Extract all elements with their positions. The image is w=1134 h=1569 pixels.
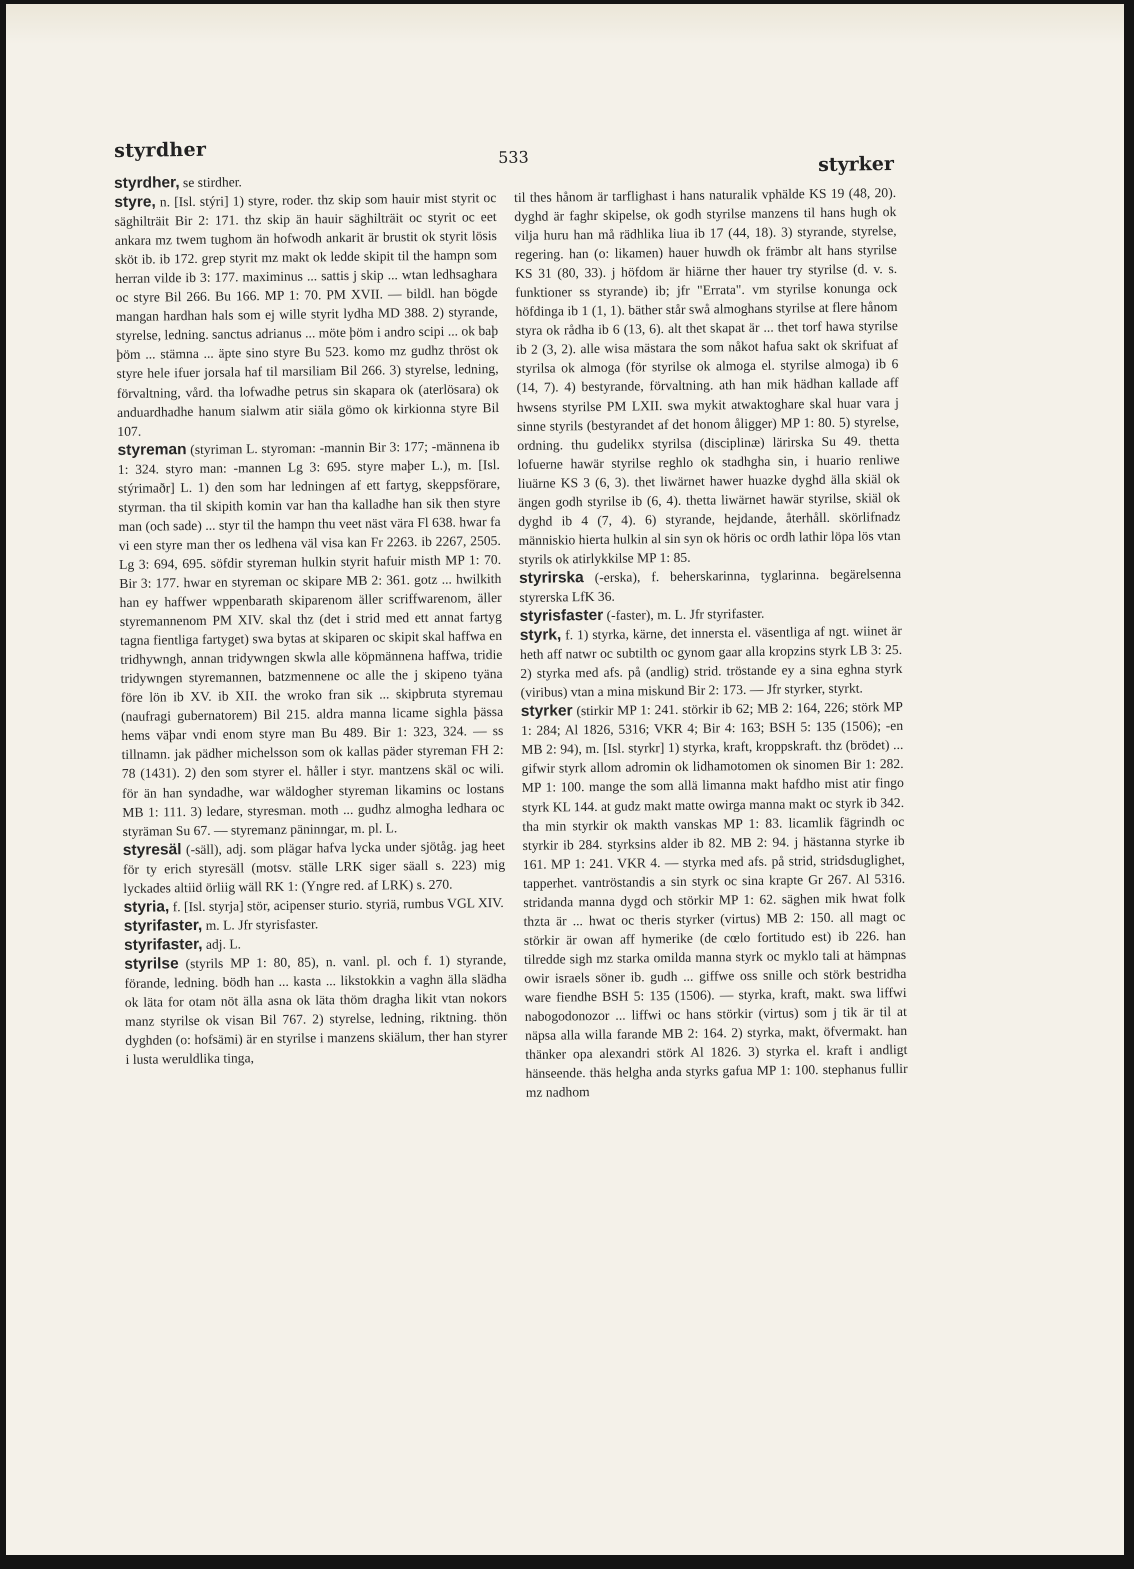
entry-text: (stirkir MP 1: 241. störkir ib 62; MB 2: 164, 226; störk MP 1: 284; Al 1826, 5316; VKR 4; Bir 4: 163; BSH 5: 135 (1506); -en MB 2: 94), m. [Isl. styrkr] 1) styrka, kraft, kroppskraft. thz (brödet) ... gifwir styrk allom adromin ok lidhamotomen ok sinomen Bir 1: 282. MP 1: 100. mange the som allä limanna makt hafdho mist atir fingo styrk KL 144. at gudz makt matte owirga manna makt oc styrk ib 342. tha min styrkir ok makth vanskas MP 1: 83. licamlik fägrindh oc styrkir ib 284. styrksins alder ib 82. MB 2: 94. j hästanna styrke ib 161. MP 1: 241. VKR 4. — styrka med afs. på strid, stridsduglighet, tapperhet. vantröstandis a sin styrk oc sina krapte Gr 267. Al 5316. stridanda manna dygd och störkir MP 1: 62. säghen mik hwat folk thzta är ... hwat oc theris styrker (virtus) MB 2: 150. all magt oc störkir är owan aff hymerike (de cœlo fortitudo est) ib 226. han tilredde sigh mz starka omilda manna styrk oc myklo tali at hämpnas owir israels söner ib. gudh ... giffwe oss snille och störk bestridha ware fiendhe BSH 5: 135 (1506). — styrka, kraft, makt. swa liffwi nabogodonozor ... liffwi oc hans störkir (virtus) som j tik är til at näpsa alla willa farande MB 2: 164. 2) styrka, makt, öfvermakt. han thänker opa alexandri störk Al 1826. 3) styrka el. kraft i andligt hänseende. thäs helgha anda styrks gafua MP 1: 100. stephanus fullir mz nadhom bbox=[521, 699, 908, 1101]
entry-text: n. [Isl. stýri] 1) styre, roder. thz skip som hauir mist styrit oc säghilträit Bir 2: 171. thz skip än hauir säghilträit oc styrit oc eet ankara mz twem tughom än hofwodh ankarit är brustit ok styrit lösis sköt ib. ib 172. grep styrit mz makt ok ledde skipit til the hampn som herran vilde ib 3: 177. maximinus ... sattis j skip ... wtan ledhsaghara oc styre Bil 266. Bu 166. MP 1: 70. PM XVII. — bildl. han bögde mangan hardhan hals som ej wille styrit lydha MD 388. 2) styrande, styrelse, ledning. sanctus adrianus ... möte þöm i andro scipi ... ok baþ þöm ... stämna ... äpte sino styre Bu 523. komo mz gudhz thröst ok styre hele ifuer jorsala haf til marsiliam Bil 266. 3) styrelse, ledning, förvaltning, vård. tha lofwadhe petrus sin skapara ok (aterlösara) ok anduardhadhe hanum sialwm atir siäla gömo ok kirkionna styre Bil 107. bbox=[114, 190, 500, 439]
entry-headword: styresäl bbox=[122, 840, 182, 859]
dictionary-entry bbox=[519, 564, 901, 607]
entry-headword: styrdher, bbox=[114, 174, 180, 192]
entry-text: f. [Isl. styrja] stör, acipenser sturio. styriä, rumbus VGL XIV. bbox=[169, 894, 504, 915]
entry-headword: styrker bbox=[520, 702, 573, 721]
running-head-right: styrker bbox=[818, 152, 895, 176]
dictionary-entry bbox=[514, 183, 901, 569]
entry-headword: styre, bbox=[114, 193, 156, 212]
entry-headword: styrifaster, bbox=[123, 935, 203, 954]
entry-headword: styreman bbox=[117, 440, 187, 459]
dictionary-entry bbox=[123, 836, 506, 898]
dictionary-entry bbox=[124, 950, 507, 1069]
entry-headword: styrk, bbox=[519, 626, 562, 645]
entry-headword: styrilse bbox=[124, 955, 179, 973]
right-column bbox=[514, 183, 908, 1102]
entry-text: se stirdher. bbox=[179, 174, 242, 191]
dictionary-entry bbox=[520, 621, 903, 702]
page-number: 533 bbox=[498, 147, 529, 167]
entry-text: m. L. Jfr styrisfaster. bbox=[202, 916, 319, 933]
left-column bbox=[114, 169, 508, 1069]
entry-headword: styrirska bbox=[518, 569, 584, 587]
dictionary-entry bbox=[114, 188, 499, 441]
entry-headword: styrifaster, bbox=[123, 916, 203, 935]
entry-text: til thes hånom är tarflighast i hans naturalik vphälde KS 19 (48, 20). dyghd är faghr skipelse, ok godh styrilse manzens til hans hugh ok vilja huru han må rädhlika liua ib 17 (44, 18). 3) styrande, styrelse, regering. han (o: likamen) hauer huwdh ok främbr alt hans styrilse KS 31 (80, 33). j höfdom är hiärne ther hauer try styrilse (d. v. s. funktioner ss styrande) ib; jfr "Errata". vm styrilse konunga ock höfdinga ib 1 (1, 1). bäther står swå almoghans styrilse at flere hånom styra ok rådha ib 6 (13, 6). alt thet skapat är ... thet torf hawa styrilse ib 2 (3, 2). alle wisa mästara the som nåkot hafua sakt ok skrifuat af styrilsa ok almoga (för styrilse ok almoga el. styrilse almoga) ib 6 (14, 7). 4) bestyrande, förvaltning. ath han mik hädhan kallade aff hwsens styrilse PM LXII. swa mykit atwaktoghare skal huar vara j sinne styrils (bestyrandet af det honom åligger) MP 1: 80. 5) styrelse, ordning. thu gudelikx styrilsa (disciplinæ) lärirska Su 49. thetta lofuerne hawär styrilse reghlo ok stadhgha sin, i huario renliwe liuärne KS 3 (6, 3). thet liwärnet hawer huazke dyghd älla skiäl ok ängen godh styrilse ib (6, 4). thetta liwärnet hawär styrilse, skiäl ok dyghd ib 4 (7, 4). 6) styrande, hejdande, återhåll. skörlifnadz människio hierta hulkin al sin syn ok höris oc ordh lathir löpa lös vtan styrils ok atirlykkilse MP 1: 85. bbox=[514, 184, 901, 567]
entry-text: f. 1) styrka, kärne, det innersta el. väsentliga af ngt. wiinet är heth aff natwr oc subtilth oc gynom gaar alla kropzins styrk LB 3: 25. 2) styrka med afs. på (andlig) strid. tröstande ey a sina eghna styrk (viribus) vtan a mina miskund Bir 2: 173. — Jfr styrker, styrkt. bbox=[520, 623, 903, 701]
entry-text: (styriman L. styroman: -mannin Bir 3: 177; -männena ib 1: 324. styro man: -mannen Lg 3: 695. styre maþer L.), m. [Isl. stýrimaðr] L. 1) den som har ledningen af ett fartyg, skeppsförare, styrman. tha til skipith komin var han tha kalladhe han sik then styre man (och sade) ... styr til the hampn thu veet näst vära Fl 638. hwar fa vi een styre man ther os ledhena väl visa kan Fr 2263. ib 2267, 2505. Lg 3: 694, 695. söfdir styreman hulkin styrit hafuir misth MP 1: 70. Bir 3: 177. hwar en styreman oc skipare MB 2: 361. gotz ... hwilkith han ey haffwer wppenbarath skiparenom äller scriffwarenom, äller styremannenom PM XIV. skal thz (det i strid med ett annat fartyg tagna fientliga fartyget) swa bytas at skiparen oc skipit skal haffwa en tridhywngh, annan tridywngen skwla alle köpmännena haffwa, tridie tridywngen styremannen, batzmennene oc alle the j skipeno tyäna före lön ib XV. ib XII. the wroko fran sik ... skipbruta styremau (naufragi gubernatorem) Bil 215. aldra manna licame sighla þässa hems väþar vndi enom styre man Bu 489. Bir 1: 323, 324. — ss tillnamn. jak pädher michelsson som ok kallas päder styreman FH 2: 78 (1431). 2) den som styrer el. håller i styr. mantzens skäl oc wili. för än han syndadhe, war wäldogher styreman likamins oc lostans MB 1: 111. 3) ledare, styresman. moth ... gudhz almogha ledhara oc styräman Su 67. — styremanz päninngar, m. pl. L. bbox=[117, 437, 505, 839]
dictionary-entry bbox=[117, 436, 504, 841]
entry-text: (styrils MP 1: 80, 85), n. vanl. pl. och f. 1) styrande, förande, ledning. bödh han ... kasta ... likstokkin a vaghn älla slädha ok läta for otam nöt älla asna ok läta thöm dragha likit vtan nokors manz styrilse ok visan Bil 767. 2) styrelse, ledning, riktning. thön dyghden (o: hofsämi) är en styrilse i manzens skiälum, ther han styrer i lusta weruldlika tinga, bbox=[124, 951, 508, 1068]
entry-text: adj. L. bbox=[202, 936, 242, 952]
entry-text: (-erska), f. beherskarinna, tyglarinna. begärelsenna styrerska LfK 36. bbox=[519, 565, 902, 605]
page-top-shading bbox=[6, 4, 1124, 44]
entry-headword: styria, bbox=[123, 898, 170, 916]
dictionary-entry bbox=[521, 697, 908, 1102]
running-head-left: styrdher bbox=[114, 138, 207, 162]
dictionary-page bbox=[6, 4, 1124, 1555]
entry-headword: styrisfaster bbox=[519, 606, 604, 625]
entry-text: (-säll), adj. som plägar hafva lycka under sjötåg. jag heet för ty erich styresäll (motsv. ställe LRK siger säall s. 223) mig lyckades altiid örliig wäll RK 1: (Yngre red. af LRK) s. 270. bbox=[123, 837, 506, 896]
entry-text: (-faster), m. L. Jfr styrifaster. bbox=[603, 605, 765, 623]
